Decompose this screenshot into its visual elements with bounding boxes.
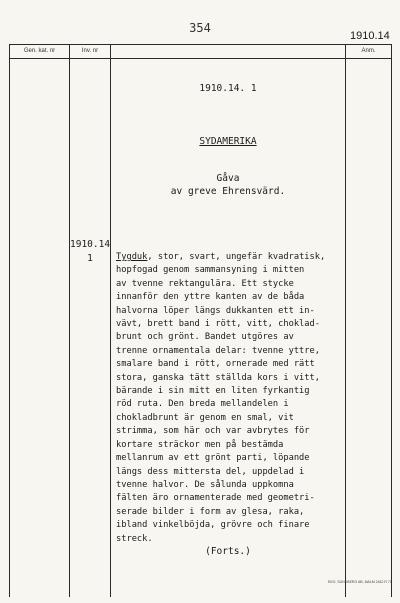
- description-line: halvorna löper längs dukkanten ett in-: [116, 305, 315, 316]
- description-line: ibland vinkelböjda, grövre och finare: [116, 520, 310, 531]
- description-line: brunt och grönt. Bandet utgöres av: [116, 332, 294, 343]
- description-line: mellanrum av ett grönt parti, löpande: [116, 453, 310, 464]
- left-border: [9, 44, 10, 597]
- description-line: strimma, som här och var avbrytes för: [116, 426, 310, 437]
- gift-line-1: Gåva: [216, 173, 240, 184]
- item-number: 1: [87, 253, 93, 264]
- continued-note: (Forts.): [205, 546, 251, 557]
- description-line: bärande i sin mitt en liten fyrkantig: [116, 386, 310, 397]
- gift-line-2: av greve Ehrensvärd.: [170, 186, 286, 197]
- region-heading: SYDAMERIKA: [199, 136, 257, 147]
- description-line: chokladbrunt är genom en smal, vit: [116, 412, 294, 423]
- column-header-gen-kat-nr: Gen. kat. nr: [23, 48, 56, 54]
- header-bottom-rule: [9, 58, 392, 59]
- inventory-number: 1910.14: [70, 239, 111, 250]
- description-line: stora, ganska tätt ställda kors i vitt,: [116, 372, 320, 383]
- description-line: längs dess mittersta del, uppdelad i: [116, 466, 305, 477]
- description-line: [116, 251, 346, 264]
- description-line: innanför den yttre kanten av de båda: [116, 292, 305, 303]
- description-lead-word: Tygduk: [116, 252, 148, 262]
- description-line: kortare sträckor men på bestämda: [116, 439, 284, 450]
- entry-heading-number: 1910.14. 1: [199, 83, 257, 94]
- description-line: tvenne halvor. De sålunda uppkomna: [116, 479, 294, 490]
- column-header-inv-nr: Inv. nr: [81, 48, 99, 54]
- page-number: 354: [189, 21, 211, 35]
- description-line: fälten äro ornamenterade med geometri-: [116, 493, 315, 504]
- description-line: av tvenne rektangulära. Ett stycke: [116, 278, 294, 289]
- catalog-code: 1910.14: [350, 30, 390, 42]
- column-divider-2: [110, 44, 111, 597]
- right-border: [391, 44, 392, 597]
- description-line: streck.: [116, 533, 153, 544]
- description-line: serade bilder i form av glesa, raka,: [116, 506, 305, 517]
- column-header-anm: Anm.: [361, 48, 376, 54]
- column-divider-1: [69, 44, 70, 597]
- description-first-line-rest: , stor, svart, ungefär kvadratisk,: [147, 252, 326, 262]
- description-line: trenne ornamentala delar: tvenne yttre,: [116, 345, 320, 356]
- item-description: [116, 251, 346, 546]
- printer-imprint: EKO. SUNDBERG AB, MALM 2442 R 71: [328, 580, 392, 584]
- description-line: röd ruta. Den breda mellandelen i: [116, 399, 289, 410]
- description-line: hopfogad genom sammansyning i mitten: [116, 265, 305, 276]
- description-line: smalare band i rött, ornerade med rätt: [116, 359, 315, 370]
- description-line: vävt, brett band i rött, vitt, choklad-: [116, 319, 320, 330]
